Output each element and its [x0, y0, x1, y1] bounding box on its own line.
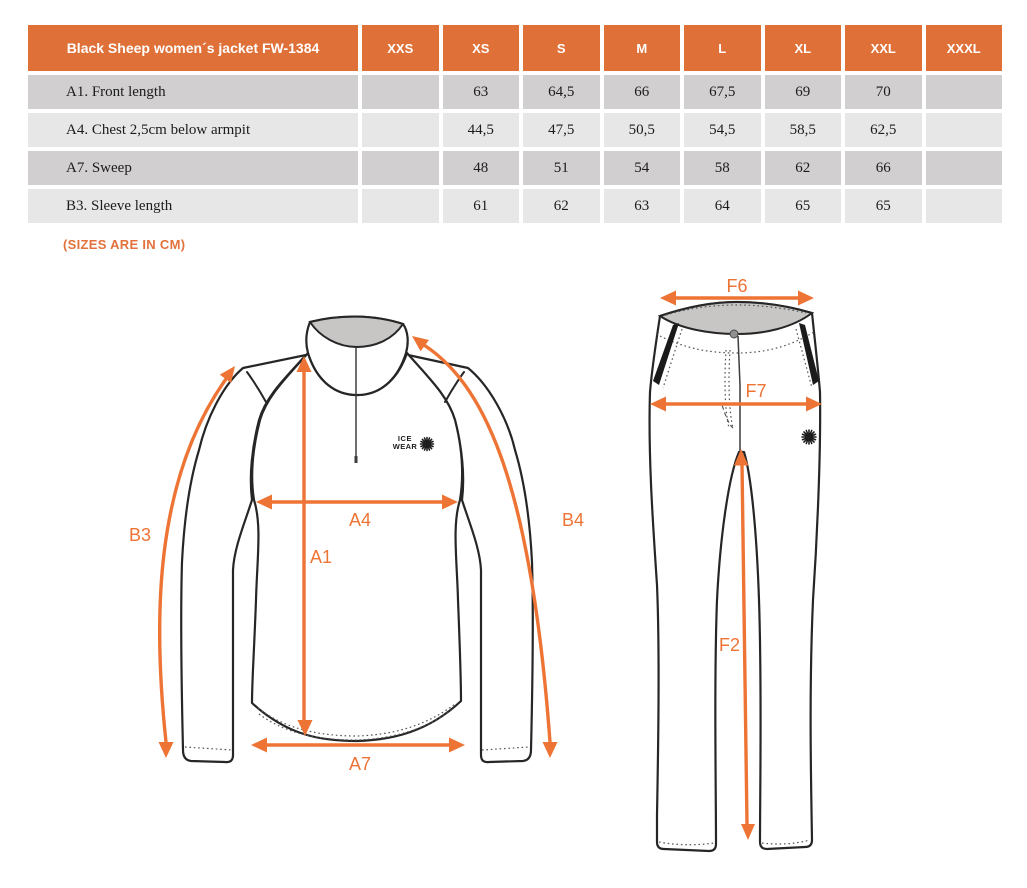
pants-button	[730, 330, 738, 338]
row-label: B3. Sleeve length	[28, 189, 358, 223]
table-cell: 61	[443, 189, 520, 223]
jacket-body	[252, 353, 462, 741]
brand-logo-line2: WEAR	[392, 442, 418, 451]
table-cell: 48	[443, 151, 520, 185]
table-cell: 66	[845, 151, 922, 185]
size-col-header: XS	[443, 25, 520, 71]
table-cell	[926, 113, 1003, 147]
table-cell: 65	[845, 189, 922, 223]
pants-diagram	[630, 270, 862, 872]
size-col-header: L	[684, 25, 761, 71]
measure-label-a7: A7	[348, 754, 372, 774]
size-col-header: XXS	[362, 25, 439, 71]
size-col-header: S	[523, 25, 600, 71]
size-col-header: XL	[765, 25, 842, 71]
sizes-note: (SIZES ARE IN CM)	[63, 237, 186, 252]
table-cell: 63	[443, 75, 520, 109]
size-col-header: XXXL	[926, 25, 1003, 71]
table-cell: 63	[604, 189, 681, 223]
table-cell: 44,5	[443, 113, 520, 147]
table-cell: 70	[845, 75, 922, 109]
measure-label-b3: B3	[128, 525, 152, 545]
table-cell: 62	[523, 189, 600, 223]
table-cell	[926, 75, 1003, 109]
row-label: A7. Sweep	[28, 151, 358, 185]
table-cell	[362, 189, 439, 223]
measure-label-a4: A4	[348, 510, 372, 530]
brand-logo-line1: ICE	[397, 434, 413, 443]
table-cell	[926, 189, 1003, 223]
table-cell: 64,5	[523, 75, 600, 109]
table-cell: 69	[765, 75, 842, 109]
table-cell: 58,5	[765, 113, 842, 147]
table-cell: 47,5	[523, 113, 600, 147]
table-cell	[362, 113, 439, 147]
size-col-header: M	[604, 25, 681, 71]
table-title: Black Sheep women´s jacket FW-1384	[28, 25, 358, 71]
table-cell: 51	[523, 151, 600, 185]
jacket-diagram	[118, 270, 596, 800]
row-label: A1. Front length	[28, 75, 358, 109]
snowflake-icon	[421, 438, 434, 451]
table-cell	[926, 151, 1003, 185]
table-cell: 64	[684, 189, 761, 223]
row-label: A4. Chest 2,5cm below armpit	[28, 113, 358, 147]
size-col-header: XXL	[845, 25, 922, 71]
table-cell: 54,5	[684, 113, 761, 147]
table-cell: 67,5	[684, 75, 761, 109]
table-cell: 58	[684, 151, 761, 185]
table-cell: 62,5	[845, 113, 922, 147]
snowflake-icon	[802, 430, 816, 444]
measure-label-f2: F2	[718, 635, 740, 655]
size-table	[28, 25, 1002, 223]
table-cell: 50,5	[604, 113, 681, 147]
measure-label-f7: F7	[745, 381, 767, 401]
measure-label-b4: B4	[561, 510, 585, 530]
table-cell: 54	[604, 151, 681, 185]
table-cell	[362, 75, 439, 109]
table-cell: 65	[765, 189, 842, 223]
table-cell: 62	[765, 151, 842, 185]
measure-label-f6: F6	[726, 276, 748, 296]
measure-label-a1: A1	[309, 547, 333, 567]
pants-body	[650, 302, 821, 851]
table-cell	[362, 151, 439, 185]
table-cell: 66	[604, 75, 681, 109]
